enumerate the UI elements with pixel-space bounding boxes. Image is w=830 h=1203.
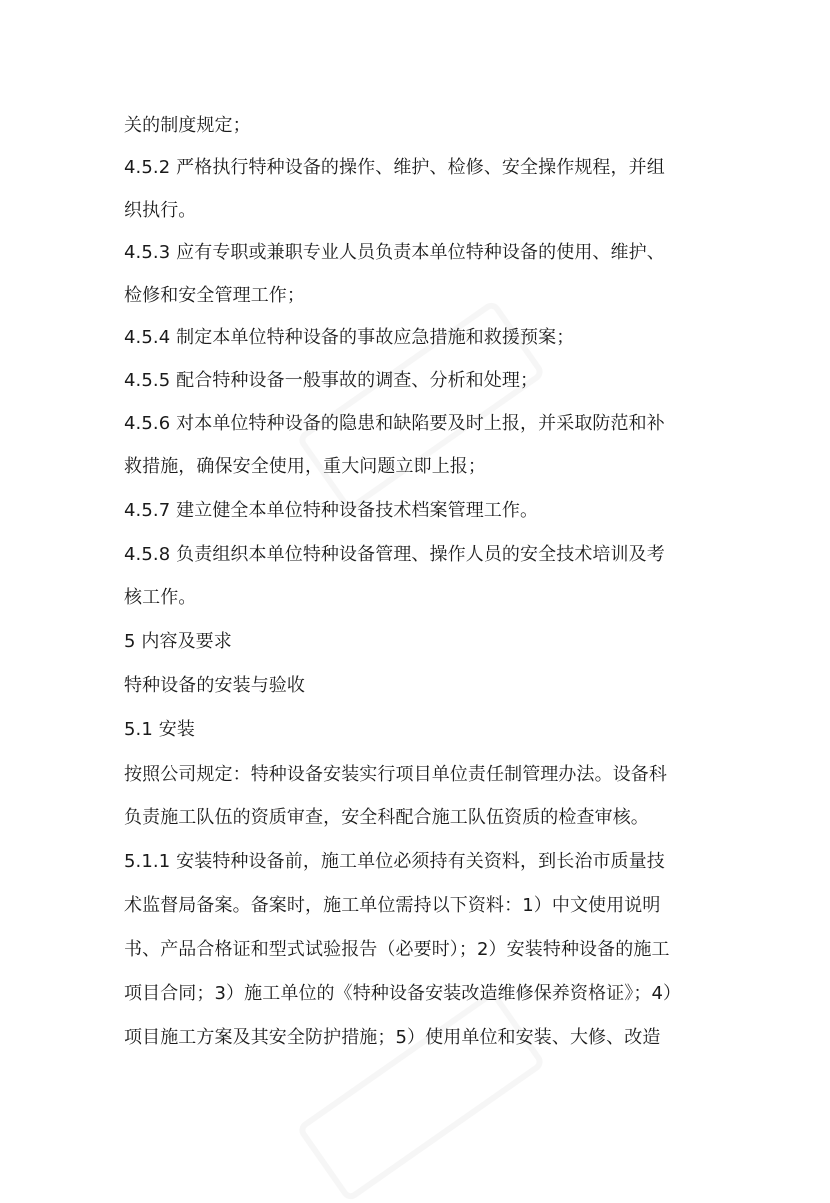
section-heading: 5.1 安装 xyxy=(124,719,195,740)
text-line: 4.5.7 建立健全本单位特种设备技术档案管理工作。 xyxy=(124,500,539,521)
text-line: 4.5.2 严格执行特种设备的操作、维护、检修、安全操作规程，并组 xyxy=(124,157,665,178)
section-heading: 5 内容及要求 xyxy=(124,631,232,652)
text-line: 织执行。 xyxy=(124,200,197,221)
text-line: 术监督局备案。备案时，施工单位需持以下资料：1）中文使用说明 xyxy=(124,895,661,916)
text-line: 书、产品合格证和型式试验报告（必要时）；2）安装特种设备的施工 xyxy=(124,939,670,960)
text-line: 项目施工方案及其安全防护措施；5）使用单位和安装、大修、改造 xyxy=(124,1027,661,1048)
text-line: 4.5.6 对本单位特种设备的隐患和缺陷要及时上报，并采取防范和补 xyxy=(124,413,665,434)
text-line: 核工作。 xyxy=(124,587,197,608)
text-line: 救措施，确保安全使用，重大问题立即上报； xyxy=(124,456,486,477)
text-line: 项目合同；3）施工单位的《特种设备安装改造维修保养资格证》；4） xyxy=(124,983,682,1004)
text-line: 4.5.8 负责组织本单位特种设备管理、操作人员的安全技术培训及考 xyxy=(124,544,665,565)
text-line: 按照公司规定：特种设备安装实行项目单位责任制管理办法。设备科 xyxy=(124,764,667,785)
text-line: 检修和安全管理工作； xyxy=(124,285,305,306)
text-line: 4.5.5 配合特种设备一般事故的调查、分析和处理； xyxy=(124,370,539,391)
text-line: 5.1.1 安装特种设备前，施工单位必须持有关资料，到长治市质量技 xyxy=(124,851,665,872)
text-line: 4.5.3 应有专职或兼职专业人员负责本单位特种设备的使用、维护、 xyxy=(124,242,665,263)
text-line: 关的制度规定； xyxy=(124,115,251,136)
watermark-stamp xyxy=(295,989,546,1203)
text-line: 4.5.4 制定本单位特种设备的事故应急措施和救援预案； xyxy=(124,327,575,348)
text-line: 负责施工队伍的资质审查，安全科配合施工队伍资质的检查审核。 xyxy=(124,807,649,828)
section-subheading: 特种设备的安装与验收 xyxy=(124,675,305,696)
